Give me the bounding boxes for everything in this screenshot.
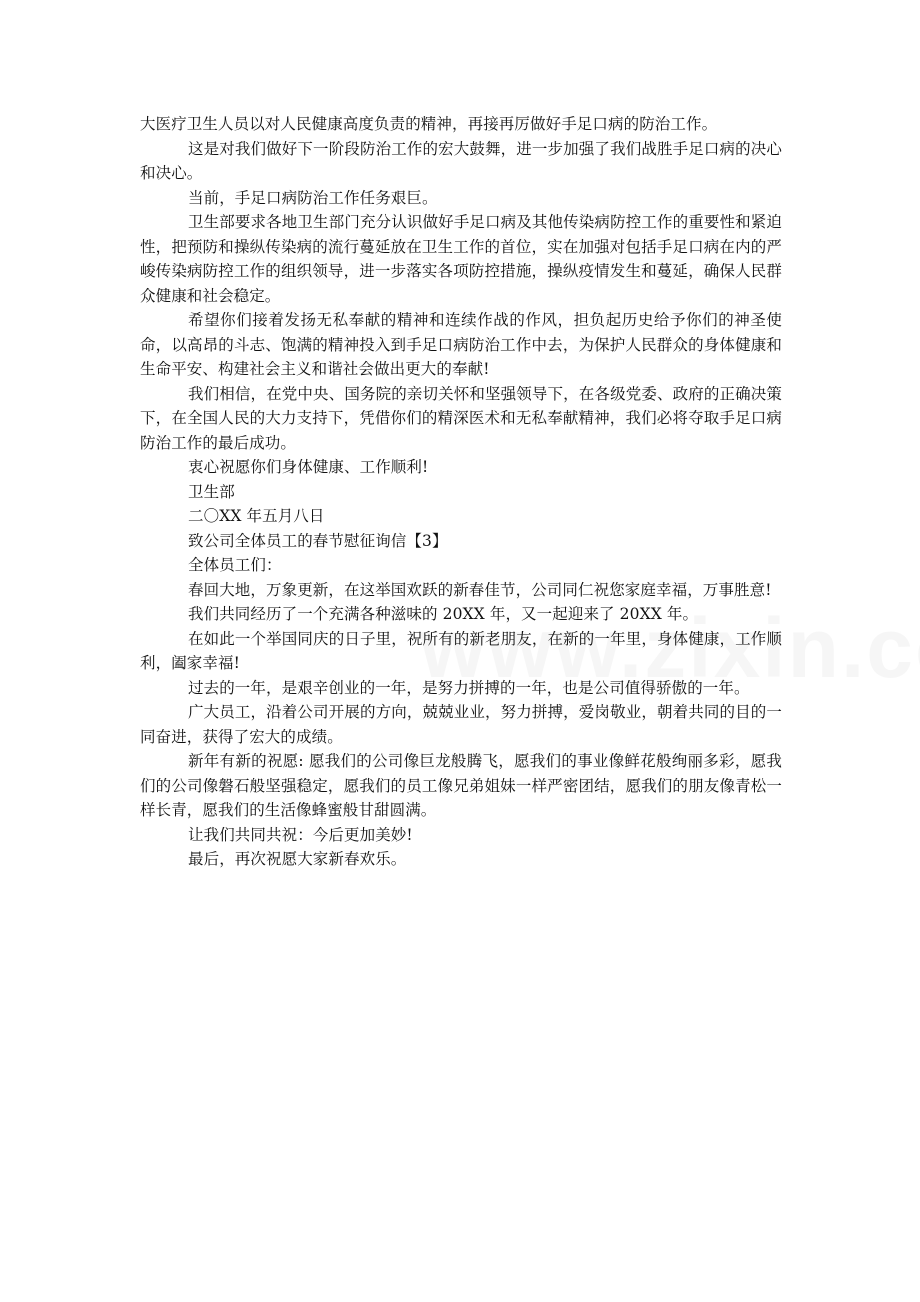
paragraph: 春回大地，万象更新，在这举国欢跃的新春佳节，公司同仁祝您家庭幸福，万事胜意!: [188, 580, 772, 599]
document-body: [140, 112, 782, 872]
paragraph: 大医疗卫生人员以对人民健康高度负责的精神，再接再厉做好手足口病的防治工作。: [140, 115, 718, 133]
paragraph: 这是对我们做好下一阶段防治工作的宏大鼓舞，进一步加强了我们战胜手足口病的决心和决心。: [140, 139, 782, 182]
closing-wish: 衷心祝愿你们身体健康、工作顺利!: [188, 458, 429, 476]
paragraph: 在如此一个举国同庆的日子里，祝所有的新老朋友，在新的一年里，身体健康，工作顺利，阖家幸福!: [140, 629, 782, 672]
paragraph: 我们相信，在党中央、国务院的亲切关怀和坚强领导下，在各级党委、政府的正确决策下，在全国人民的大力支持下，凭借你们的精深医术和无私奉献精神，我们必将夺取手足口病防治工作的最后成功。: [140, 384, 782, 452]
signature: 卫生部: [188, 482, 235, 501]
paragraph: 让我们共同共祝：今后更加美妙!: [188, 825, 413, 844]
paragraph: 希望你们接着发扬无私奉献的精神和连续作战的作风，担负起历史给予你们的神圣使命，以高昂的斗志、饱满的精神投入到手足口病防治工作中去，为保护人民群众的身体健康和生命平安、构建社会主义和谐社会做出更大的奉献!: [140, 311, 782, 378]
salutation: 全体员工们：: [188, 556, 282, 574]
date: 二〇XX 年五月八日: [188, 507, 325, 525]
paragraph: 广大员工，沿着公司开展的方向，兢兢业业，努力拼搏，爱岗敬业，朝着共同的目的一同奋进，获得了宏大的成绩。: [140, 703, 782, 746]
section-title: 致公司全体员工的春节慰征询信【3】: [188, 531, 448, 550]
paragraph: 我们共同经历了一个充满各种滋味的 20XX 年，又一起迎来了 20XX 年。: [188, 605, 699, 623]
paragraph: 新年有新的祝愿: 愿我们的公司像巨龙般腾飞，愿我们的事业像鲜花般绚丽多彩，愿我们的公司像磐石般坚强稳定，愿我们的员工像兄弟姐妹一样严密团结，愿我们的朋友像青松一样长青，愿我们的生活像蜂蜜般甘甜圆满。: [140, 752, 782, 819]
paragraph: 过去的一年，是艰辛创业的一年，是努力拼搏的一年，也是公司值得骄傲的一年。: [188, 678, 750, 697]
paragraph: 当前，手足口病防治工作任务艰巨。: [188, 188, 438, 207]
paragraph: 卫生部要求各地卫生部门充分认识做好手足口病及其他传染病防控工作的重要性和紧迫性，把预防和操纵传染病的流行蔓延放在卫生工作的首位，实在加强对包括手足口病在内的严峻传染病防控工作的组织领导，进一步落实各项防控措施，操纵疫情发生和蔓延，确保人民群众健康和社会稳定。: [140, 213, 782, 305]
paragraph: 最后，再次祝愿大家新春欢乐。: [188, 850, 407, 868]
